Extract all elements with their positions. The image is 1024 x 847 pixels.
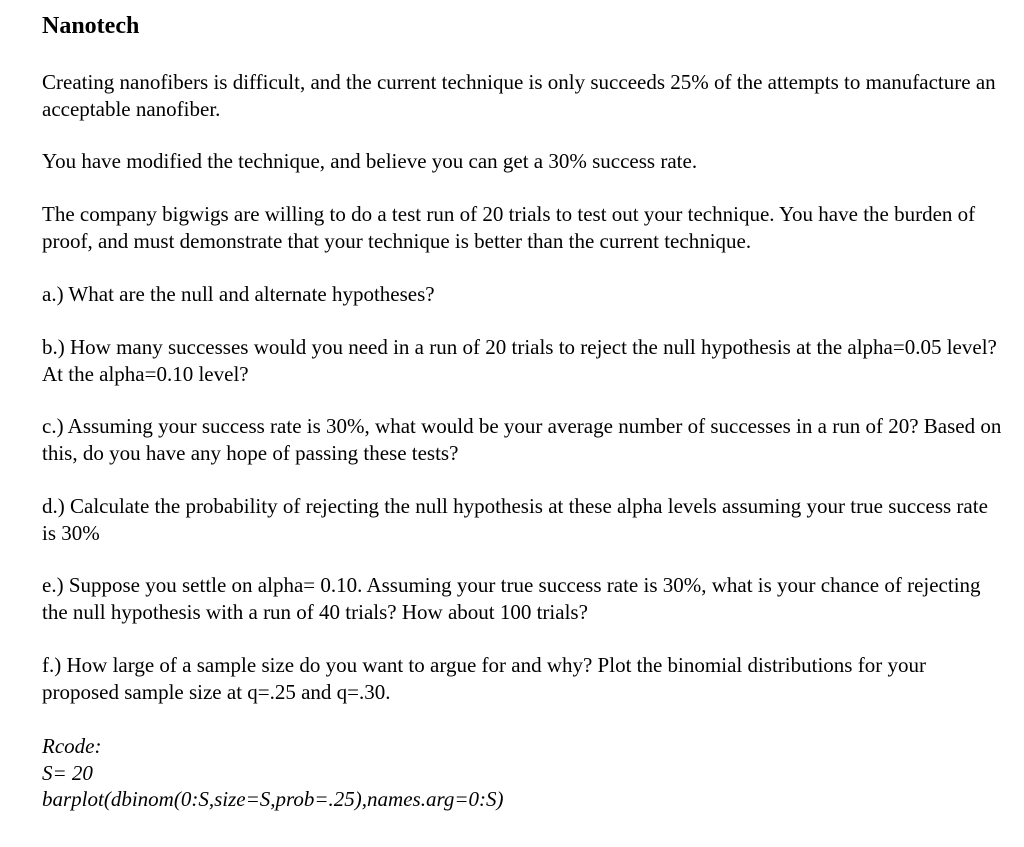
modified-technique-paragraph: You have modified the technique, and believe you can get a 30% success rate. xyxy=(42,149,698,173)
rcode-label: Rcode: xyxy=(42,734,102,758)
question-a: a.) What are the null and alternate hypotheses? xyxy=(42,282,435,306)
question-d: d.) Calculate the probability of rejecting the null hypothesis at these alpha levels assuming your true success rate is 30% xyxy=(42,494,988,545)
document-title: Nanotech xyxy=(42,13,140,39)
rcode-line-1: S= 20 xyxy=(42,760,93,785)
rcode-line-2: barplot(dbinom(0:S,size=S,prob=.25),names.arg=0:S) xyxy=(42,787,504,811)
intro-paragraph: Creating nanofibers is difficult, and the current technique is only succeeds 25% of the attempts to manufacture an acceptable nanofiber. xyxy=(42,70,996,121)
question-e: e.) Suppose you settle on alpha= 0.10. Assuming your true success rate is 30%, what is your chance of rejecting the null hypothesis with a run of 40 trials? How about 100 trials? xyxy=(42,573,981,624)
question-b: b.) How many successes would you need in a run of 20 trials to reject the null hypothesis at the alpha=0.05 level? At the alpha=0.10 level? xyxy=(42,335,997,386)
question-c: c.) Assuming your success rate is 30%, what would be your average number of successes in a run of 20? Based on this, do you have any hope of passing these tests? xyxy=(42,414,1002,465)
rcode-block xyxy=(42,733,504,813)
test-run-paragraph: The company bigwigs are willing to do a test run of 20 trials to test out your technique. You have the burden of proof, and must demonstrate that your technique is better than the current technique. xyxy=(42,202,976,253)
question-f: f.) How large of a sample size do you want to argue for and why? Plot the binomial distributions for your proposed sample size at q=.25 and q=.30. xyxy=(42,653,926,704)
